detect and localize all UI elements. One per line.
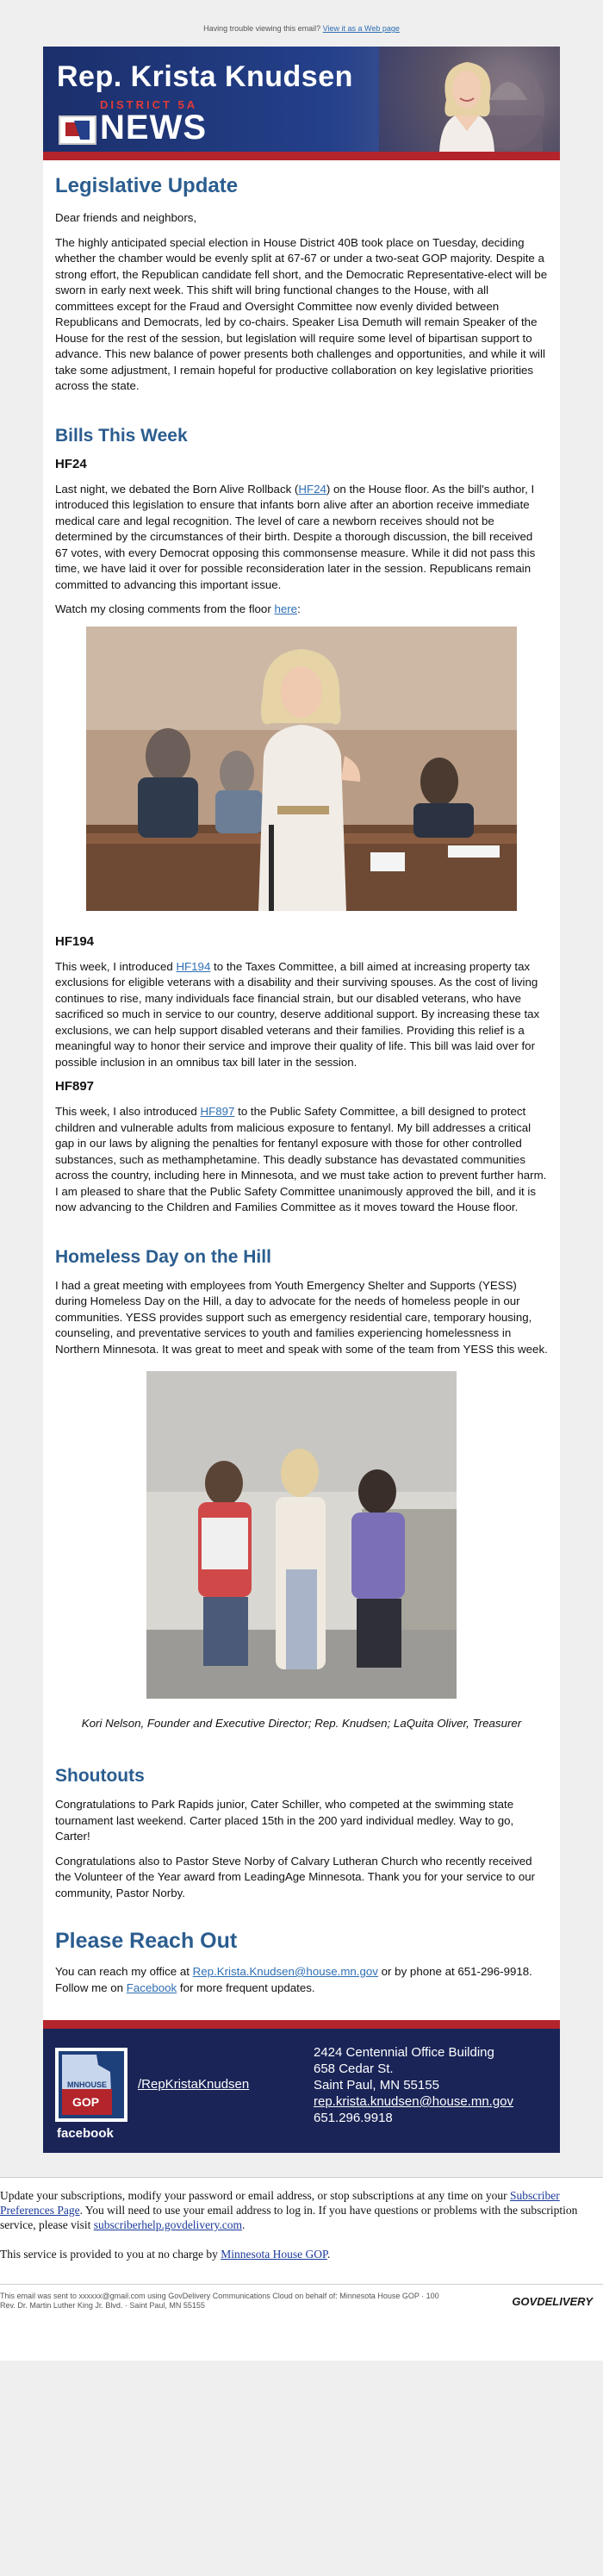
banner-title: Rep. Krista Knudsen — [57, 60, 353, 93]
office-address — [314, 2044, 513, 2126]
facebook-link[interactable]: Facebook — [126, 1980, 177, 1994]
shoutout-swimming: Congratulations to Park Rapids junior, Cater Schiller, who competed at the swimming state tournament last weekend. Carter placed 15th in the 200 yard individual medley. Way to go, Carter! — [55, 1798, 514, 1843]
photo-caption: Kori Nelson, Founder and Executive Director; Rep. Knudsen; LaQuita Oliver, Treasurer — [81, 1717, 522, 1730]
newsletter-content — [43, 160, 560, 2020]
yess-photo — [55, 1371, 548, 1703]
address-line-3: Saint Paul, MN 55155 — [314, 2078, 439, 2093]
logo-facebook-text: facebook — [57, 2126, 114, 2141]
reach-out-paragraph: You can reach my office at Rep.Krista.Knudsen@house.mn.gov or by phone at 651-296-9918. Follow me on Facebook for more frequent updates. — [55, 1965, 532, 1994]
view-as-webpage-link[interactable]: View it as a Web page — [322, 24, 400, 33]
header-banner — [43, 47, 560, 152]
legal-footer — [0, 2284, 603, 2326]
hf24-heading: HF24 — [55, 456, 87, 471]
homeless-day-heading: Homeless Day on the Hill — [55, 1246, 271, 1267]
hf194-heading: HF194 — [55, 933, 95, 949]
floor-photo[interactable] — [55, 627, 548, 915]
banner-district: DISTRICT 5A — [100, 98, 198, 111]
hf24-paragraph: Last night, we debated the Born Alive Rollback (HF24) on the House floor. As the bill's author, I introduced this legislation to ensure that infants born alive after an abortion receive immediate medical care and legal recognition. The level of care a newborn receives should not be determined by the circumstances of their birth. Despite a thorough discussion, the bill received 67 votes, with every Democrat opposing this commonsense measure. While it did not pass this time, we have laid it over for possible reconsideration later in the session. Republicans remain committed to advancing this important issue. — [55, 482, 536, 591]
subscriber-help-link[interactable]: subscriberhelp.govdelivery.com — [93, 2218, 243, 2231]
govdelivery-logo[interactable]: GOVDELIVERY — [512, 2295, 593, 2308]
homeless-day-paragraph: I had a great meeting with employees from Youth Emergency Shelter and Supports (YESS) during Homeless Day on the Hill, a day to advocate for the needs of homeless people in our communities. YESS provides support such as emergency residential care, temporary housing, counseling, and preventative services to youth and families experiencing homelessness in Northern Minnesota. It was great to meet and speak with some of the team from YESS this week. — [55, 1278, 548, 1356]
legal-line-2: Rev. Dr. Martin Luther King Jr. Blvd. · Saint Paul, MN 55155 — [0, 2301, 205, 2310]
email-body — [43, 47, 560, 2153]
hf194-link[interactable]: HF194 — [176, 959, 211, 973]
floor-video-link[interactable]: here — [274, 602, 298, 615]
hf24-link[interactable]: HF24 — [298, 482, 326, 496]
header-red-bar — [43, 152, 560, 160]
facebook-handle-link[interactable]: /RepKristaKnudsen — [138, 2077, 250, 2092]
address-line-1: 2424 Centennial Office Building — [314, 2045, 494, 2060]
subscription-paragraph: Update your subscriptions, modify your password or email address, or stop subscriptions at any time on your Subscriber Preferences Page. You will need to use your email address to log in. If you have questions or problems with the subscription service, please visit subscriberhelp.govdelivery.com. — [0, 2189, 578, 2231]
bills-this-week-heading: Bills This Week — [55, 425, 188, 446]
intro-paragraph: The highly anticipated special election in House District 40B took place on Tuesday, deciding whether the chamber would be evenly split at 67-67 or under a two-seat GOP majority. Despite a strong effort, the Republican candidate fell short, and the Democratic Representative-elect will be sworn in early next week. This shift will bring functional changes to the House, with all committees except for the Fraud and Oversight Committee now evenly divided between Republicans and Democrats, led by co-chairs. Speaker Lisa Demuth will remain Speaker of the House for the rest of the session, but legislation will require some level of bipartisan support to advance. This new balance of power presents both challenges and opportunities, and while it will take some adjustment, I remain hopeful for productive collaboration on key legislative priorities across the state. — [55, 235, 548, 392]
legislative-update-heading: Legislative Update — [55, 174, 239, 197]
greeting: Dear friends and neighbors, — [55, 211, 197, 224]
banner-news: NEWS — [100, 109, 207, 147]
address-line-2: 658 Cedar St. — [314, 2061, 394, 2076]
floor-speech-photo[interactable] — [86, 627, 517, 911]
subscription-footer — [0, 2177, 603, 2361]
minnesota-logo — [59, 115, 96, 145]
logo-house-text: HOUSE — [79, 2080, 108, 2089]
reach-out-heading: Please Reach Out — [55, 1929, 238, 1953]
footer-contact — [43, 2029, 560, 2153]
representative-portrait — [424, 52, 510, 152]
footer-email-link[interactable]: rep.krista.knudsen@house.mn.gov — [314, 2094, 514, 2109]
house-gop-facebook-logo[interactable] — [55, 2048, 127, 2143]
subscriber-preferences-link[interactable]: Subscriber Preferences Page — [0, 2189, 560, 2217]
minnesota-house-gop-link[interactable]: Minnesota House GOP — [221, 2248, 327, 2261]
hf897-link[interactable]: HF897 — [200, 1105, 235, 1118]
mn-house-gop-icon — [55, 2048, 127, 2143]
shoutout-volunteer: Congratulations also to Pastor Steve Norby of Calvary Lutheran Church who recently received the Volunteer of the Year award from LeadingAge Minnesota. Thank you for your service to our community, Pastor Norby. — [55, 1854, 536, 1899]
legal-line-1: This email was sent to xxxxxx@gmail.com using GovDelivery Communications Cloud on behalf of: Minnesota House GOP · 100 — [0, 2292, 439, 2300]
watch-comments: Watch my closing comments from the floor here: — [55, 602, 301, 615]
office-email-link[interactable]: Rep.Krista.Knudsen@house.mn.gov — [192, 1965, 378, 1978]
preheader — [0, 0, 603, 38]
hf897-heading: HF897 — [55, 1079, 95, 1094]
footer-phone: 651.296.9918 — [314, 2111, 393, 2125]
hf194-paragraph: This week, I introduced HF194 to the Taxes Committee, a bill aimed at increasing property tax exclusions for eligible veterans with a disability and their surviving spouses. As the cost of living continues to rise, many individuals face financial strain, but our disabled veterans, who have sacrificed so much in service to our country, deserve additional support. By increasing these tax exclusions, we can help support disabled veterans and their families. Providing this relief is a meaningful way to honor their service and improve their quality of life. This bill was laid over for possible inclusion in an omnibus tax bill later in the session. — [55, 959, 540, 1069]
service-notice: This service is provided to you at no charge by Minnesota House GOP. — [0, 2248, 331, 2261]
shoutouts-heading: Shoutouts — [55, 1766, 145, 1786]
preheader-text: Having trouble viewing this email? — [203, 24, 321, 33]
footer-red-bar — [43, 2020, 560, 2029]
yess-group-photo — [146, 1371, 457, 1699]
hf897-paragraph: This week, I also introduced HF897 to the Public Safety Committee, a bill designed to protect children and vulnerable adults from malicious exposure to fentanyl. My bill addresses a critical gap in our laws by aligning the penalties for fentanyl exposure with those for other controlled substances, such as methamphetamine. This deadly substance has devastated communities across the country, including here in Minnesota, and we must take action to prevent further harm. I am pleased to share that the Public Safety Committee unanimously approved the bill, and it is now advancing to the Children and Families Committee as it moves toward the House floor. — [55, 1105, 547, 1213]
logo-mn-text: MN — [67, 2080, 79, 2089]
logo-gop-text: GOP — [72, 2095, 100, 2109]
